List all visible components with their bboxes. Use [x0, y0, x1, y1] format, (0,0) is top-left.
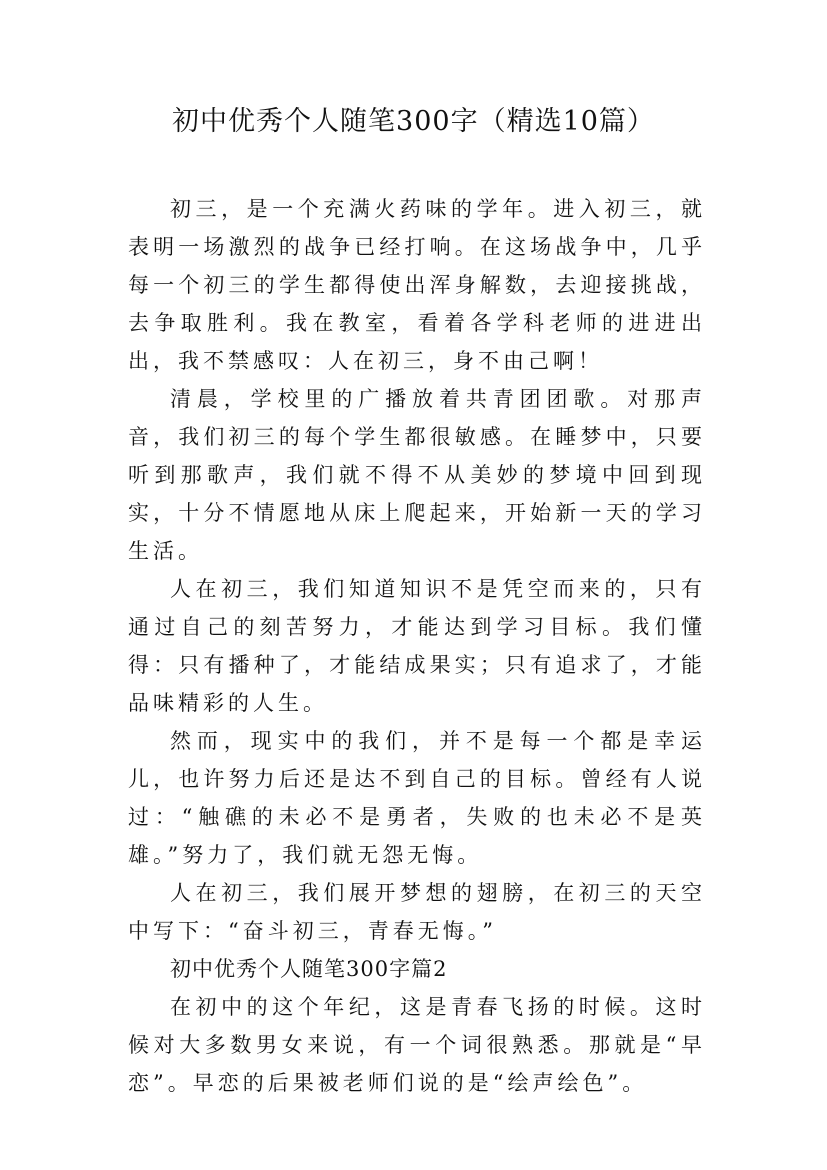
section-paragraph-1: 在初中的这个年纪，这是青春飞扬的时候。这时候对大多数男女来说，有一个词很熟悉。那就是“早恋”。早恋的后果被老师们说的是“绘声绘色”。	[128, 995, 706, 1095]
paragraph-5: 人在初三，我们展开梦想的翅膀，在初三的天空中写下：“奋斗初三，青春无悔。”	[128, 881, 706, 943]
paragraph-2: 清晨，学校里的广播放着共青团团歌。对那声音，我们初三的每个学生都很敏感。在睡梦中，只要听到那歌声，我们就不得不从美妙的梦境中回到现实，十分不情愿地从床上爬起来，开始新一天的学习生活。	[128, 387, 706, 563]
section-heading: 初中优秀个人随笔300字篇2	[170, 957, 448, 981]
document-title: 初中优秀个人随笔300字（精选10篇）	[172, 106, 655, 137]
paragraph-1: 初三，是一个充满火药味的学年。进入初三，就表明一场激烈的战争已经打响。在这场战争中，几乎每一个初三的学生都得使出浑身解数，去迎接挑战，去争取胜利。我在教室，看着各学科老师的进进出出，我不禁感叹：人在初三，身不由己啊！	[128, 197, 706, 373]
paragraph-3: 人在初三，我们知道知识不是凭空而来的，只有通过自己的刻苦努力，才能达到学习目标。我们懂得：只有播种了，才能结成果实；只有追求了，才能品味精彩的人生。	[128, 577, 706, 715]
document-body	[128, 190, 706, 1102]
paragraph-4: 然而，现实中的我们，并不是每一个都是幸运儿，也许努力后还是达不到自己的目标。曾经有人说过：“触礁的未必不是勇者，失败的也未必不是英雄。”努力了，我们就无怨无悔。	[128, 729, 706, 867]
